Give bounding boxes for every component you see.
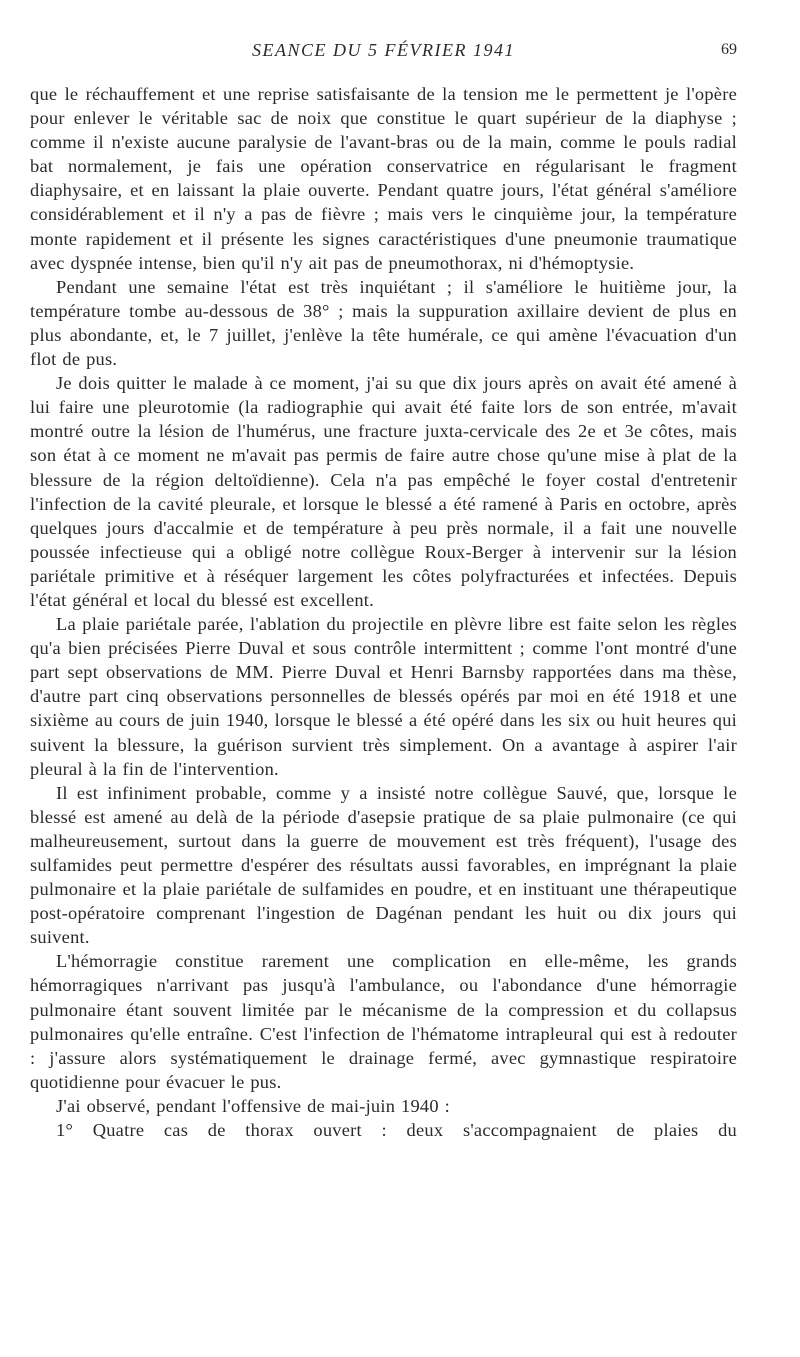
paragraph: La plaie pariétale parée, l'ablation du projectile en plèvre libre est faite selon les règles qu'a bien précisées Pierre Duval et sous contrôle intermittent ; comme l'ont montré d'une part sept observations de MM. Pierre Duval et Henri Barnsby rapportées dans ma thèse, d'autre part cinq observations personnelles de blessés opérés par moi en été 1918 et une sixième au cours de juin 1940, lorsque le blessé a été opéré dans les six ou huit heures qui suivent la blessure, la guérison survient très simplement. On a avantage à aspirer l'air pleural à la fin de l'intervention. (30, 614, 737, 779)
paragraph: Il est infiniment probable, comme y a insisté notre collègue Sauvé, que, lorsque le blessé est amené au delà de la période d'asepsie pratique de sa plaie pulmonaire (ce qui malheureusement, surtout dans la guerre de mouvement est très fréquent), l'usage des sulfamides peut permettre d'espérer des résultats aussi favorables, en imprégnant la plaie pulmonaire et la plaie pariétale de sulfamides en poudre, et en instituant une thérapeutique post-opératoire comprenant l'ingestion de Dagénan pendant les huit ou dix jours qui suivent. (30, 782, 737, 948)
paragraph: Pendant une semaine l'état est très inquiétant ; il s'améliore le huitième jour, la température tombe au-dessous de 38° ; mais la suppuration axillaire devient de plus en plus abondante, et, le 7 juillet, j'enlève la tête humérale, ce qui amène l'évacuation d'un flot de pus. (30, 276, 737, 370)
page-number: 69 (721, 41, 737, 58)
body-text (30, 82, 737, 1142)
paragraph: L'hémorragie constitue rarement une complication en elle-même, les grands hémorragiques n'arrivant pas jusqu'à l'ambulance, ou l'abondance d'une hémorragie pulmonaire étant souvent limitée par le mécanisme de la compression et du collapsus pulmonaires qu'elle entraîne. C'est l'infection de l'hématome intrapleural qui est à redouter : j'assure alors systématiquement le drainage fermé, avec gymnastique respiratoire quotidienne pour évacuer le pus. (30, 951, 737, 1092)
paragraph: J'ai observé, pendant l'offensive de mai-juin 1940 : (56, 1095, 451, 1116)
running-header (30, 32, 737, 62)
paragraph: que le réchauffement et une reprise satisfaisante de la tension me le permettent je l'opère pour enlever le véritable sac de noix que constitue le quart supérieur de la diaphyse ; comme il n'existe aucune paralysie de l'avant-bras ou de la main, comme le pouls radial bat normalement, je fais une opération conservatrice en régularisant le fragment diaphysaire, et en laissant la plaie ouverte. Pendant quatre jours, l'état général s'améliore considérablement et il n'y a pas de fièvre ; mais vers le cinquième jour, la température monte rapidement et il présente les signes caractéristiques d'une pneumonie traumatique avec dyspnée intense, bien qu'il n'y ait pas de pneumothorax, ni d'hémoptysie. (30, 84, 737, 273)
document-page (30, 32, 737, 1142)
paragraph: Je dois quitter le malade à ce moment, j'ai su que dix jours après on avait été amené à lui faire une pleurotomie (la radiographie qui avait été faite lors de son entrée, m'avait montré outre la lésion de l'humérus, une fracture juxta-cervicale des 2e et 3e côtes, mais son état à ce moment ne m'avait pas permis de faire autre chose qu'une mise à plat de la blessure de la région deltoïdienne). Cela n'a pas empêché le foyer costal d'entretenir l'infection de la cavité pleurale, et lorsque le blessé a été ramené à Paris en octobre, après quelques jours d'accalmie et de température à peu près normale, il a fait une nouvelle poussée infectieuse qui a obligé notre collègue Roux-Berger à intervenir sur la lésion pariétale primitive et à réséquer largement les côtes polyfracturées et infectées. Depuis l'état général et local du blessé est excellent. (30, 373, 737, 610)
paragraph: 1° Quatre cas de thorax ouvert : deux s'accompagnaient de plaies du (56, 1120, 737, 1141)
running-title: SEANCE DU 5 FÉVRIER 1941 (252, 40, 515, 60)
